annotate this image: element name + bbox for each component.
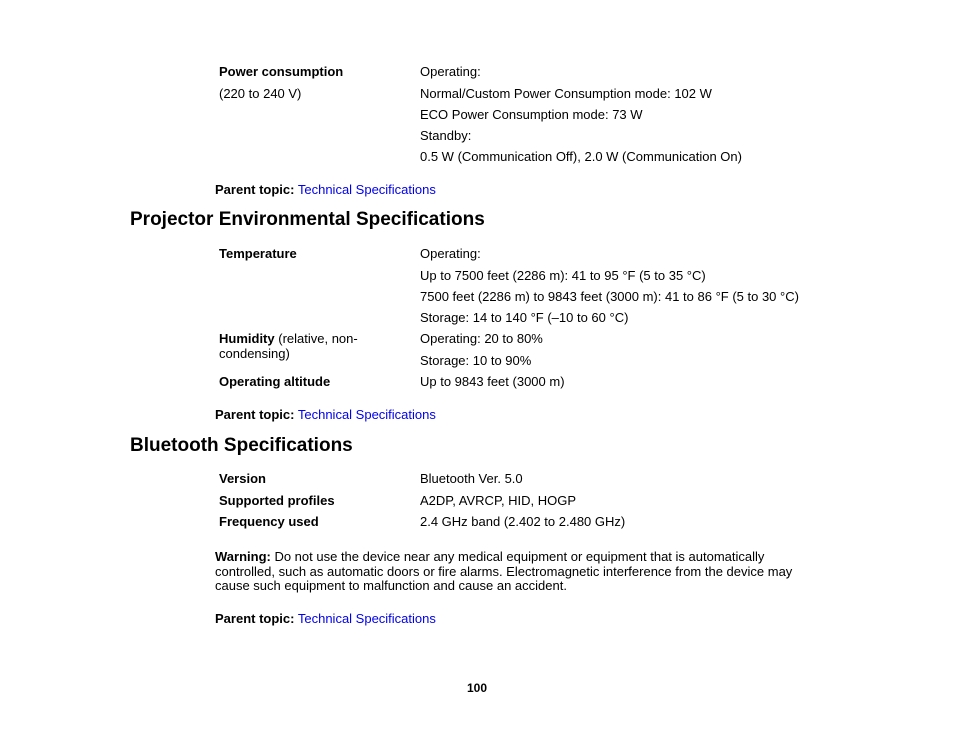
humidity-value: Storage: 10 to 90% <box>420 353 532 368</box>
power-value: 0.5 W (Communication Off), 2.0 W (Communication On) <box>420 149 742 164</box>
temperature-value: 7500 feet (2286 m) to 9843 feet (3000 m): 41 to 86 °F (5 to 30 °C) <box>420 289 799 304</box>
power-value: Operating: <box>420 64 481 79</box>
humidity-value: Operating: 20 to 80% <box>420 331 543 346</box>
parent-topic <box>215 407 436 422</box>
humidity-label-rest: (relative, non-condensing) <box>219 331 358 361</box>
warning-note <box>215 550 815 594</box>
power-voltage-label: (220 to 240 V) <box>219 86 302 101</box>
bluetooth-version-value: Bluetooth Ver. 5.0 <box>420 471 523 486</box>
parent-topic-link[interactable]: Technical Specifications <box>297 407 436 422</box>
bluetooth-frequency-label: Frequency used <box>219 514 319 529</box>
altitude-value: Up to 9843 feet (3000 m) <box>420 374 565 389</box>
warning-text: Do not use the device near any medical equipment or equipment that is automatically controlled, such as automatic doors or fire alarms. Electromagnetic interference from the device may cause such equipment to malfunction and cause an accident. <box>215 549 793 593</box>
parent-topic <box>215 182 436 197</box>
altitude-label: Operating altitude <box>219 374 331 389</box>
bluetooth-profiles-label: Supported profiles <box>219 493 335 508</box>
bluetooth-frequency-value: 2.4 GHz band (2.402 to 2.480 GHz) <box>420 514 626 529</box>
parent-topic-label: Parent topic: <box>215 407 295 422</box>
parent-topic-label: Parent topic: <box>215 182 295 197</box>
temperature-label: Temperature <box>219 246 297 261</box>
section-heading-bluetooth: Bluetooth Specifications <box>130 435 353 456</box>
page-number: 100 <box>466 681 488 695</box>
temperature-value: Storage: 14 to 140 °F (–10 to 60 °C) <box>420 310 629 325</box>
warning-label: Warning: <box>215 549 271 564</box>
bluetooth-profiles-value: A2DP, AVRCP, HID, HOGP <box>420 493 577 508</box>
parent-topic-label: Parent topic: <box>215 611 295 626</box>
power-value: Normal/Custom Power Consumption mode: 102 W <box>420 86 712 101</box>
power-value: Standby: <box>420 128 472 143</box>
power-consumption-label: Power consumption <box>219 64 344 79</box>
humidity-label <box>219 331 379 361</box>
parent-topic <box>215 611 436 626</box>
section-heading-environmental: Projector Environmental Specifications <box>130 209 485 230</box>
parent-topic-link[interactable]: Technical Specifications <box>297 611 436 626</box>
temperature-value: Up to 7500 feet (2286 m): 41 to 95 °F (5 to 35 °C) <box>420 268 706 283</box>
temperature-value: Operating: <box>420 246 481 261</box>
parent-topic-link[interactable]: Technical Specifications <box>297 182 436 197</box>
bluetooth-version-label: Version <box>219 471 266 486</box>
humidity-label-bold: Humidity <box>219 331 275 346</box>
power-value: ECO Power Consumption mode: 73 W <box>420 107 643 122</box>
